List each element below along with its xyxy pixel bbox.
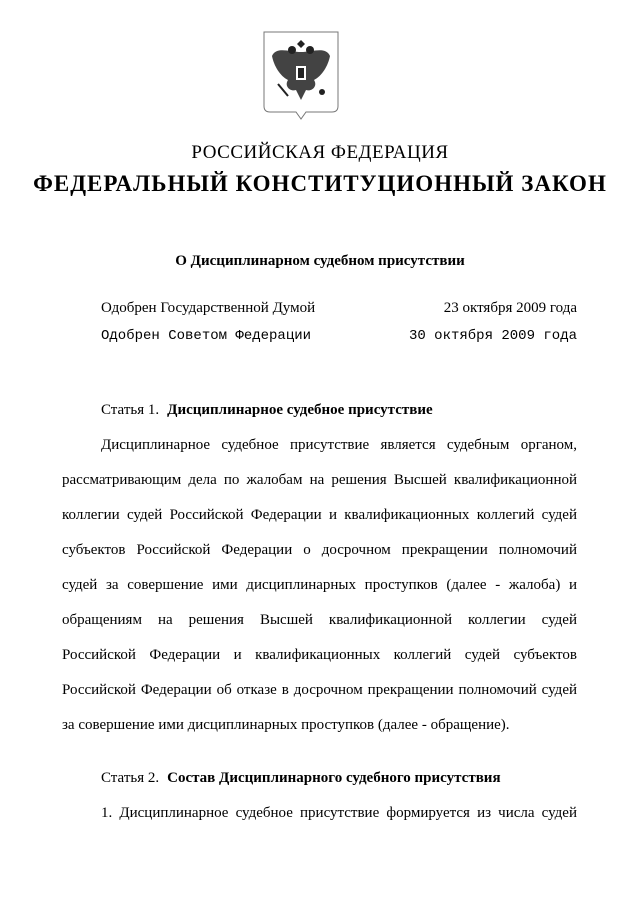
article-1-line: обращениям на решения Высшей квалификационной коллегии судей	[62, 612, 577, 628]
approval-label: Одобрен Советом Федерации	[101, 328, 312, 344]
article-1-line: субъектов Российской Федерации о досрочном прекращении полномочий	[62, 542, 577, 558]
article-number: Статья 1.	[101, 402, 160, 418]
article-2-line: 1. Дисциплинарное судебное присутствие формируется из числа судей	[101, 805, 577, 821]
article-1-line: Российской Федерации и квалификационных коллегий судей субъектов	[62, 647, 577, 663]
article-1-line: Российской Федерации об отказе в досрочном прекращении полномочий судей	[62, 682, 577, 698]
article-1-heading	[101, 402, 433, 419]
approval-date: 23 октября 2009 года	[443, 300, 577, 316]
article-title: Дисциплинарное судебное присутствие	[167, 402, 433, 418]
article-2-heading	[101, 770, 501, 787]
article-title: Состав Дисциплинарного судебного присутствия	[167, 770, 501, 786]
law-type-heading: ФЕДЕРАЛЬНЫЙ КОНСТИТУЦИОННЫЙ ЗАКОН	[33, 171, 607, 196]
country-heading: РОССИЙСКАЯ ФЕДЕРАЦИЯ	[191, 142, 449, 163]
approval-date: 30 октября 2009 года	[408, 328, 577, 344]
article-1-line: за совершение ими дисциплинарных проступков (далее - обращение).	[62, 717, 510, 733]
article-1-line: судей за совершение ими дисциплинарных проступков (далее - жалоба) и	[62, 577, 577, 593]
article-1-line: коллегии судей Российской Федерации и квалификационных коллегий судей	[62, 507, 577, 523]
approval-duma	[101, 300, 577, 317]
article-1-line: Дисциплинарное судебное присутствие является судебным органом,	[101, 437, 577, 453]
article-number: Статья 2.	[101, 770, 160, 786]
approval-federation-council	[101, 328, 577, 344]
approval-label: Одобрен Государственной Думой	[101, 300, 316, 316]
article-1-line: рассматривающим дела по жалобам на решения Высшей квалификационной	[62, 472, 577, 488]
law-subject-title: О Дисциплинарном судебном присутствии	[175, 253, 465, 269]
coat-of-arms-emblem	[262, 30, 340, 120]
